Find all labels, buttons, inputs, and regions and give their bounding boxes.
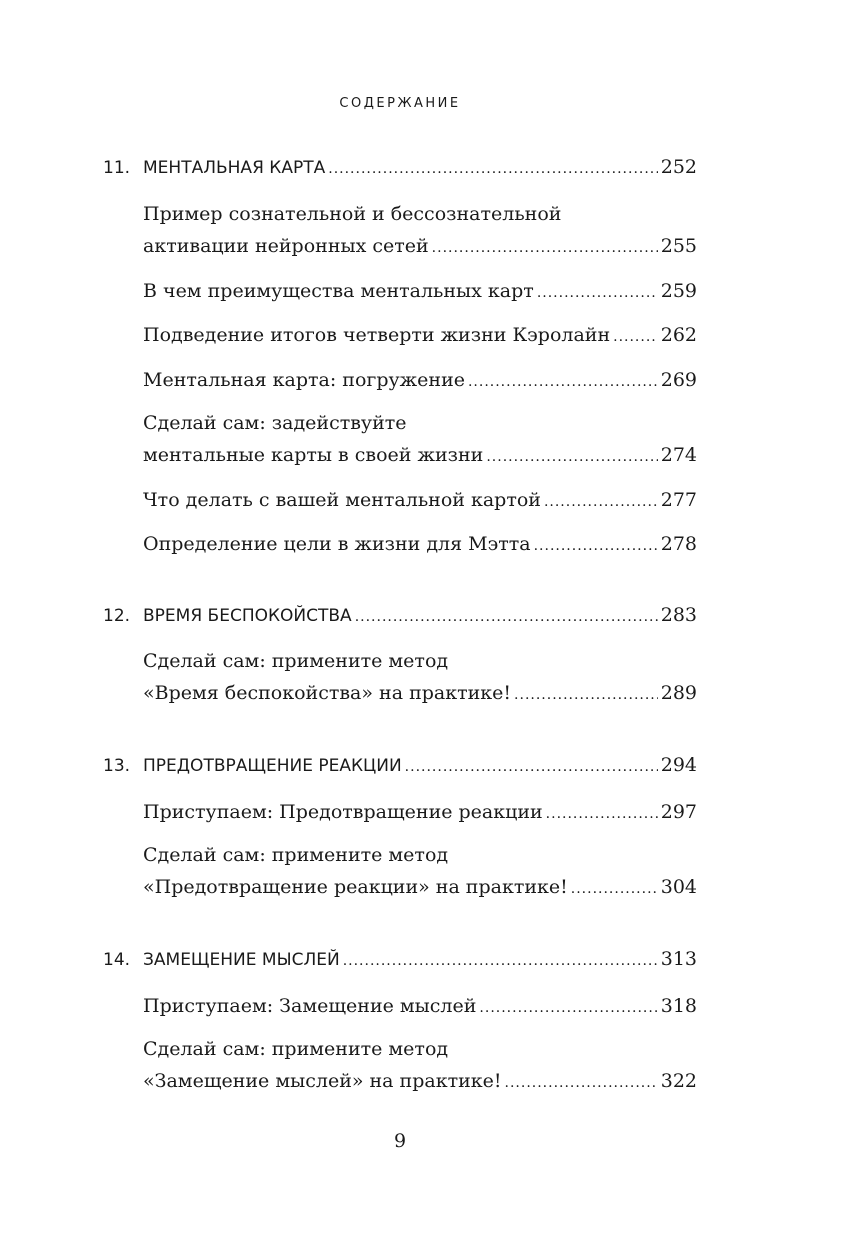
page-number: 262: [660, 324, 697, 346]
page-number: 304: [660, 876, 697, 898]
section-entry[interactable]: [143, 412, 697, 466]
page-number: 259: [660, 280, 697, 302]
chapter-title: ЗАМЕЩЕНИЕ МЫСЛЕЙ: [143, 950, 340, 970]
page-header: СОДЕРЖАНИЕ: [339, 96, 461, 111]
section-title: Ментальная карта: погружение: [143, 369, 465, 391]
chapter-number: 12.: [103, 606, 131, 626]
section-title: «Предотвращение реакции» на практике!: [143, 876, 568, 898]
leader-dots: [355, 609, 658, 625]
leader-dots: [534, 538, 658, 554]
page-number: 313: [660, 948, 697, 970]
section-title: Подведение итогов четверти жизни Кэролайн: [143, 324, 611, 346]
leader-dots: [479, 1000, 657, 1016]
chapter-number: 14.: [103, 950, 131, 970]
chapter-title: ПРЕДОТВРАЩЕНИЕ РЕАКЦИИ: [143, 756, 402, 776]
section-entry[interactable]: [143, 650, 697, 704]
section-title: «Замещение мыслей» на практике!: [143, 1070, 502, 1092]
leader-dots: [613, 329, 658, 345]
leader-dots: [514, 687, 658, 703]
page-number: 255: [660, 235, 697, 257]
leader-dots: [343, 953, 658, 969]
chapter-title: МЕНТАЛЬНАЯ КАРТА: [143, 158, 326, 178]
page-number: 269: [660, 369, 697, 391]
chapter-title: ВРЕМЯ БЕСПОКОЙСТВА: [143, 606, 352, 626]
section-entry[interactable]: [143, 995, 697, 1017]
leader-dots: [432, 240, 658, 256]
section-entry[interactable]: [143, 324, 697, 346]
section-entry[interactable]: [143, 533, 697, 555]
section-title: активации нейронных сетей: [143, 235, 429, 257]
section-title-line1: Сделай сам: примените метод: [143, 1038, 449, 1060]
chapter-entry[interactable]: [103, 948, 697, 970]
leader-dots: [546, 806, 658, 822]
page-number: 278: [660, 533, 697, 555]
leader-dots: [486, 449, 657, 465]
page-number: 283: [660, 604, 697, 626]
page-number: 318: [660, 995, 697, 1017]
leader-dots: [544, 494, 658, 510]
section-entry[interactable]: [143, 844, 697, 898]
section-entry[interactable]: [143, 1038, 697, 1092]
section-entry[interactable]: [143, 801, 697, 823]
section-title: Определение цели в жизни для Мэтта: [143, 533, 531, 555]
section-title-line1: Сделай сам: примените метод: [143, 650, 449, 672]
section-title: Приступаем: Предотвращение реакции: [143, 801, 543, 823]
section-title: Приступаем: Замещение мыслей: [143, 995, 477, 1017]
leader-dots: [405, 759, 658, 775]
leader-dots: [468, 374, 658, 390]
page-number: 252: [660, 156, 697, 178]
leader-dots: [571, 881, 658, 897]
chapter-entry[interactable]: [103, 604, 697, 626]
leader-dots: [537, 285, 658, 301]
page-number: 297: [660, 801, 697, 823]
page-footer-number: 9: [393, 1130, 407, 1152]
section-title: ментальные карты в своей жизни: [143, 444, 484, 466]
page-number: 274: [660, 444, 697, 466]
section-title-line1: Сделай сам: примените метод: [143, 844, 449, 866]
section-title-line1: Сделай сам: задействуйте: [143, 412, 407, 434]
section-entry[interactable]: [143, 280, 697, 302]
chapter-number: 13.: [103, 756, 131, 776]
leader-dots: [505, 1075, 658, 1091]
section-entry[interactable]: [143, 489, 697, 511]
section-title: В чем преимущества ментальных карт: [143, 280, 534, 302]
page-number: 277: [660, 489, 697, 511]
section-title-line1: Пример сознательной и бессознательной: [143, 203, 562, 225]
section-title: «Время беспокойства» на практике!: [143, 682, 512, 704]
chapter-entry[interactable]: [103, 754, 697, 776]
chapter-entry[interactable]: [103, 156, 697, 178]
leader-dots: [328, 161, 657, 177]
section-title: Что делать с вашей ментальной картой: [143, 489, 541, 511]
chapter-number: 11.: [103, 158, 131, 178]
page-number: 322: [660, 1070, 697, 1092]
section-entry[interactable]: [143, 203, 697, 257]
page-number: 289: [660, 682, 697, 704]
page-number: 294: [660, 754, 697, 776]
section-entry[interactable]: [143, 369, 697, 391]
